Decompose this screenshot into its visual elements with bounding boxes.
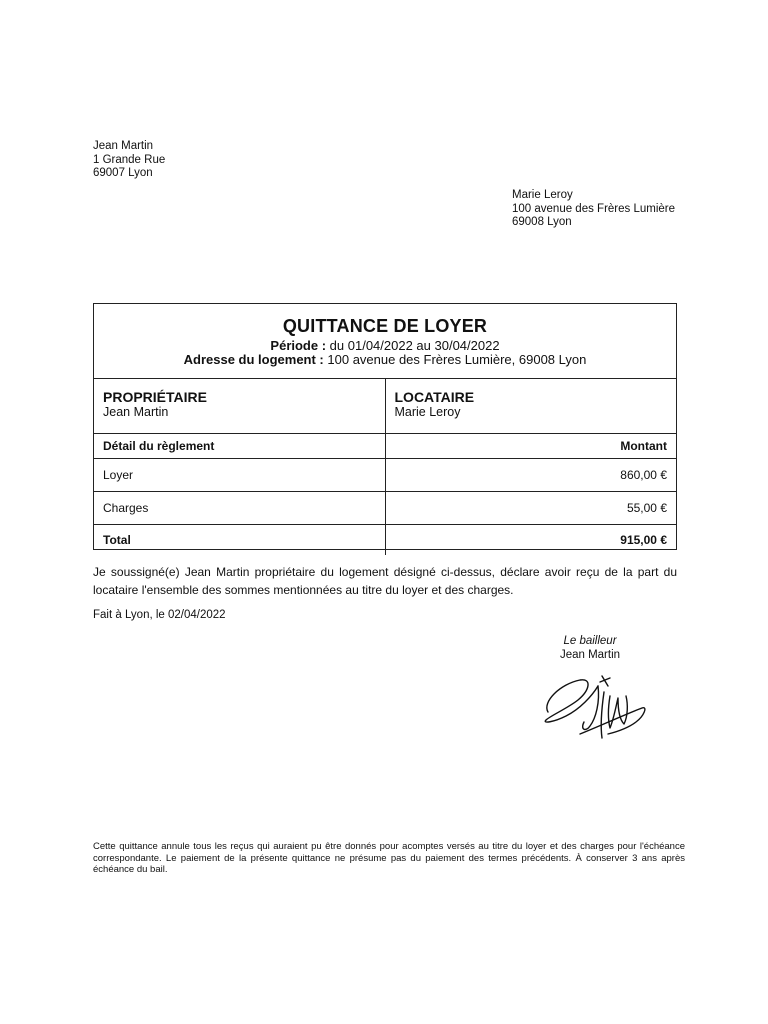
payment-table-header [94,434,676,459]
owner-name: Jean Martin [103,405,169,419]
parties-row [94,379,676,434]
footer-notice: Cette quittance annule tous les reçus qui auraient pu être donnés pour acomptes versés au titre du loyer et des charges pour l'échéance correspondante. Le paiement de la présente quittance ne présume pas du paiement des termes précédents. À conserver 3 ans après échéance du bail. [93,841,685,875]
row-label: Loyer [103,468,134,482]
header-detail: Détail du règlement [103,439,215,453]
row-amount: 860,00 € [385,459,677,491]
recipient-name: Marie Leroy [512,189,573,201]
handwritten-signature [540,672,650,747]
header-amount: Montant [385,434,677,458]
period-value: du 01/04/2022 au 30/04/2022 [329,338,500,353]
sender-address [93,140,165,181]
signer-role: Le bailleur [563,635,617,647]
table-row [94,492,676,525]
tenant-cell [385,379,677,433]
recipient-street: 100 avenue des Frères Lumière [512,202,676,215]
signature-block [520,634,660,662]
period-line [94,339,676,353]
owner-title: PROPRIÉTAIRE [103,389,207,405]
row-label: Charges [103,501,149,515]
signer-name: Jean Martin [559,649,621,661]
recipient-city: 69008 Lyon [512,216,572,228]
total-label: Total [103,533,131,547]
sender-city: 69007 Lyon [93,167,153,179]
sender-name: Jean Martin [93,140,154,152]
owner-cell [94,379,385,433]
tenant-title: LOCATAIRE [394,389,475,405]
row-amount: 55,00 € [385,492,677,524]
recipient-address [512,189,675,230]
total-amount: 915,00 € [385,525,677,555]
receipt-header [94,304,676,379]
address-line [94,353,676,367]
declaration-text: Je soussigné(e) Jean Martin propriétaire du logement désigné ci-dessus, déclare avoir reçu de la part du locataire l'ensemble des sommes mentionnées au titre du loyer et des charges. [93,565,677,597]
period-label: Période : [270,338,327,353]
tenant-name: Marie Leroy [394,405,461,419]
sender-street: 1 Grande Rue [93,153,166,166]
table-row [94,459,676,492]
address-value: 100 avenue des Frères Lumière, 69008 Lyon [327,352,587,367]
address-label: Adresse du logement : [183,352,324,367]
receipt-box [93,303,677,550]
total-row [94,525,676,555]
document-title: QUITTANCE DE LOYER [282,316,488,336]
place-date: Fait à Lyon, le 02/04/2022 [93,609,226,621]
